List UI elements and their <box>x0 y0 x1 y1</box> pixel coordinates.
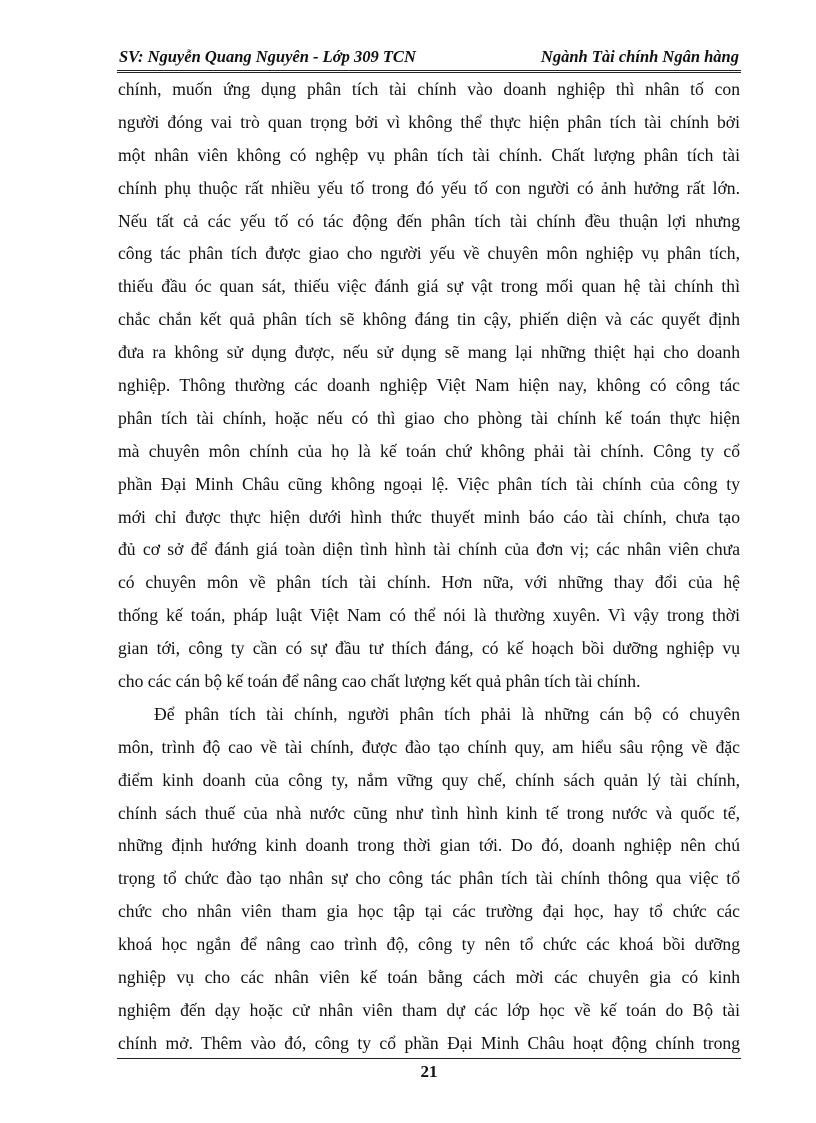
header-major: Ngành Tài chính Ngân hàng <box>540 47 739 66</box>
text-line: Nếu tất cả các yếu tố có tác động đến phân tích tài chính đều thuận lợi nhưng <box>118 210 740 231</box>
text-line: môn, trình độ cao về tài chính, được đào tạo chính quy, am hiểu sâu rộng về đặc <box>118 736 740 757</box>
text-line: đưa ra không sử dụng được, nếu sử dụng sẽ mang lại những thiệt hại cho doanh <box>118 342 740 363</box>
text-line: mà chuyên môn chính của họ là kế toán chứ không phải tài chính. Công ty cổ <box>118 440 740 461</box>
page-header <box>117 44 741 73</box>
text-line: chính sách thuế của nhà nước cũng như tình hình kinh tế trong nước và quốc tế, <box>118 802 740 823</box>
text-line: gian tới, công ty cần có sự đầu tư thích đáng, có kế hoạch bồi dưỡng nghiệp vụ <box>118 638 740 659</box>
page-number: 21 <box>420 1062 438 1081</box>
text-line: điểm kinh doanh của công ty, nắm vững quy chế, chính sách quản lý tài chính, <box>118 769 740 790</box>
text-line: chính mở. Thêm vào đó, công ty cổ phần Đại Minh Châu hoạt động chính trong <box>118 1032 740 1053</box>
text-line: thiếu đầu óc quan sát, thiếu việc đánh giá sự vật trong mối quan hệ tài chính thì <box>118 276 740 297</box>
text-line: chắc chắn kết quả phân tích sẽ không đáng tin cậy, phiến diện và các quyết định <box>118 309 740 330</box>
text-line: khoá học ngắn để nâng cao trình độ, công ty nên tổ chức các khoá bồi dưỡng <box>118 934 740 955</box>
text-line: nghiệm đến dạy hoặc cử nhân viên tham dự các lớp học về kế toán do Bộ tài <box>118 999 740 1020</box>
text-line: Để phân tích tài chính, người phân tích phải là những cán bộ có chuyên <box>154 703 740 724</box>
text-line: mới chỉ được thực hiện dưới hình thức thuyết minh báo cáo tài chính, chưa tạo <box>118 506 740 527</box>
text-line: thống kế toán, pháp luật Việt Nam có thể nói là thường xuyên. Vì vậy trong thời <box>118 605 740 626</box>
text-line: một nhân viên không có nghệp vụ phân tích tài chính. Chất lượng phân tích tài <box>118 144 740 165</box>
text-line: nghiệp vụ cho các nhân viên kế toán bằng cách mời các chuyên gia có kinh <box>118 967 740 988</box>
text-line: đủ cơ sở để đánh giá toàn diện tình hình tài chính của đơn vị; các nhân viên chưa <box>118 539 740 560</box>
text-line: chính phụ thuộc rất nhiều yếu tố trong đó yếu tố con người có ảnh hưởng rất lớn. <box>118 177 740 198</box>
text-line: công tác phân tích được giao cho người yếu về chuyên môn nghiệp vụ phân tích, <box>118 243 740 264</box>
document-body <box>118 73 740 1060</box>
text-line: những định hướng kinh doanh trong thời gian tới. Do đó, doanh nghiệp nên chú <box>118 835 740 856</box>
text-line: người đóng vai trò quan trọng bởi vì không thể thực hiện phân tích tài chính bởi <box>118 111 740 132</box>
text-line: phân tích tài chính, hoặc nếu có thì giao cho phòng tài chính kế toán thực hiện <box>118 407 740 428</box>
text-line: phần Đại Minh Châu cũng không ngoại lệ. Việc phân tích tài chính của công ty <box>118 473 740 494</box>
text-line: chức cho nhân viên tham gia học tập tại các trường đại học, hay tổ chức các <box>118 901 740 922</box>
text-line: có chuyên môn về phân tích tài chính. Hơn nữa, với những thay đổi của hệ <box>118 572 740 593</box>
text-line: trọng tổ chức đào tạo nhân sự cho công tác phân tích tài chính thông qua việc tổ <box>118 868 740 889</box>
text-line: chính, muốn ứng dụng phân tích tài chính vào doanh nghiệp thì nhân tố con <box>118 79 740 99</box>
paragraph-1 <box>118 73 740 698</box>
header-author-class: SV: Nguyễn Quang Nguyên - Lớp 309 TCN <box>119 47 416 66</box>
text-line: nghiệp. Thông thường các doanh nghiệp Việt Nam hiện nay, không có công tác <box>118 375 740 396</box>
text-line: cho các cán bộ kế toán để nâng cao chất lượng kết quả phân tích tài chính. <box>118 671 641 692</box>
paragraph-2 <box>118 698 740 1060</box>
footer-divider <box>117 1058 741 1059</box>
